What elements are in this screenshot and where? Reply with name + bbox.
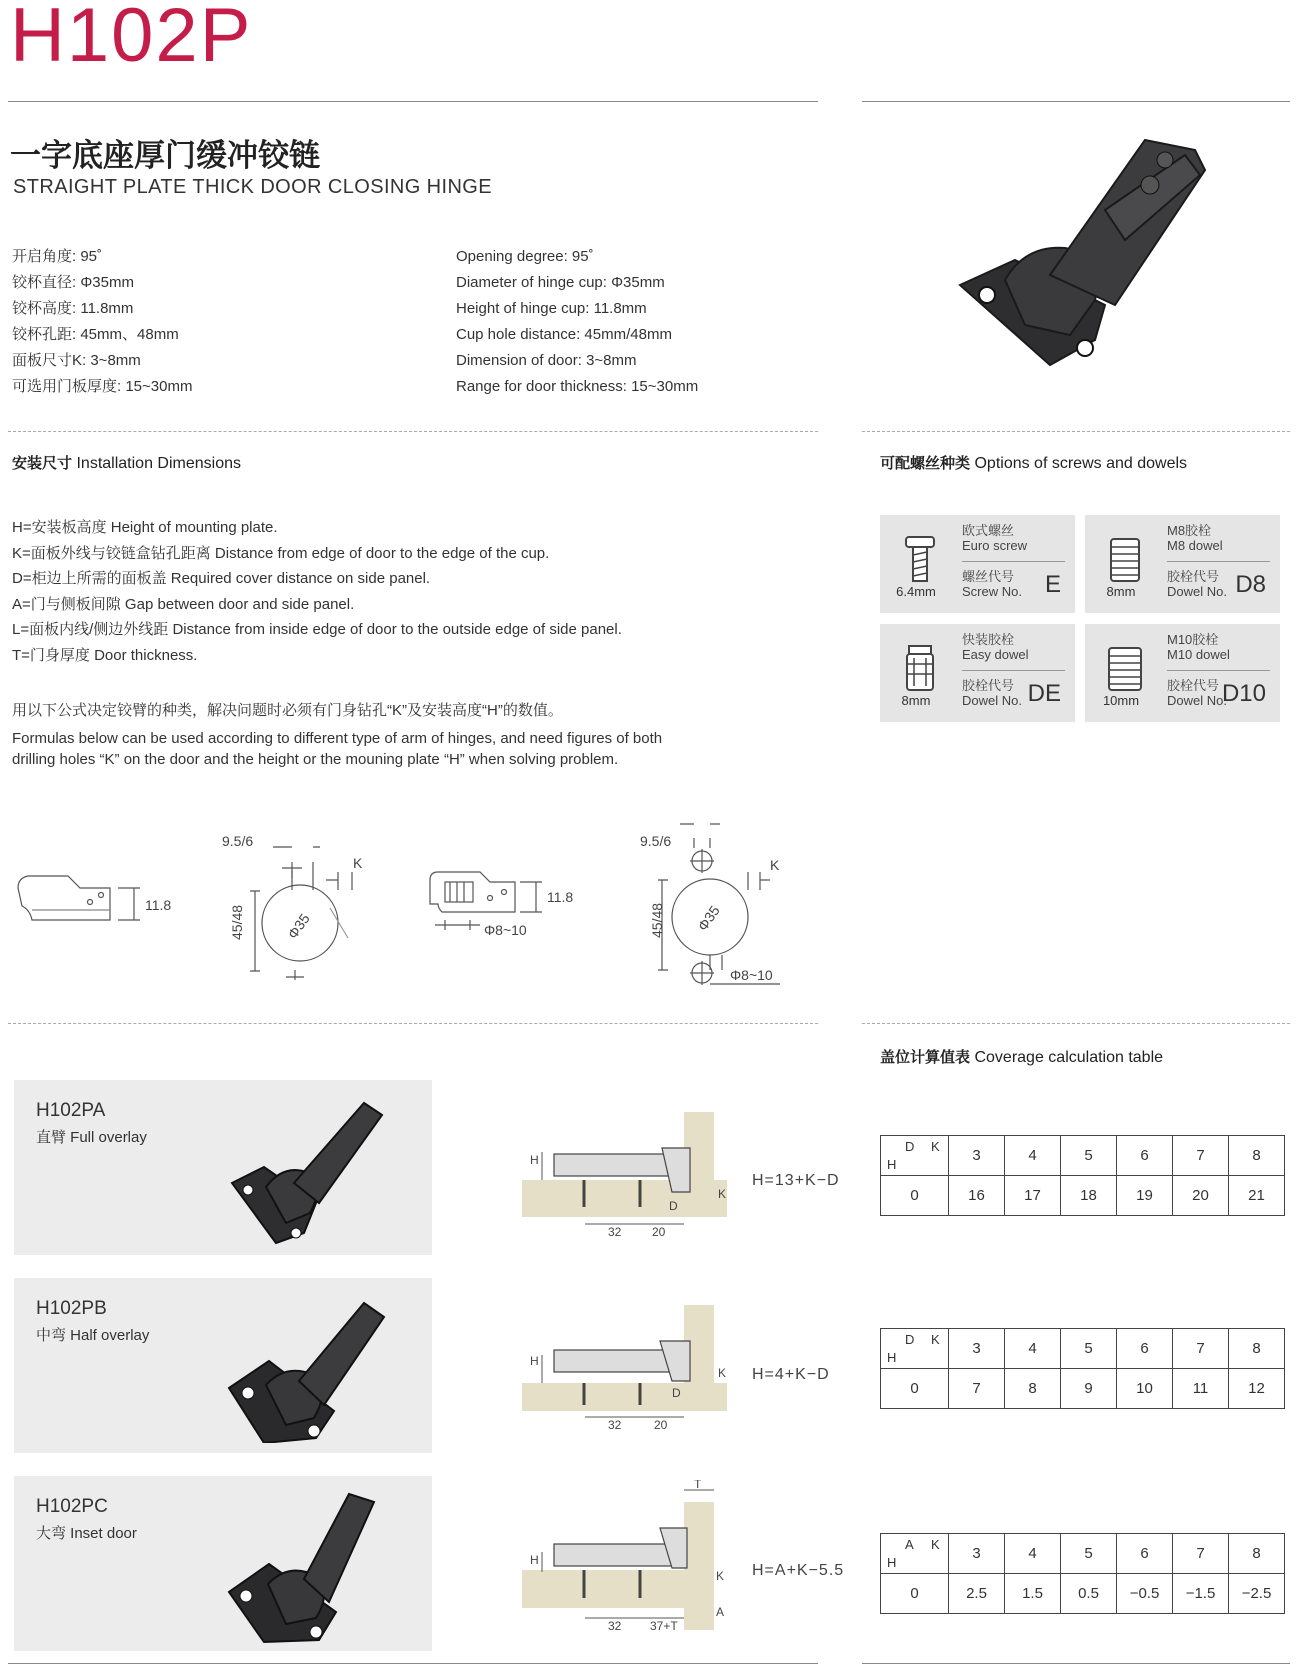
definition: D=柜边上所需的面板盖 Required cover distance on side panel. xyxy=(12,570,431,587)
note-en-line: Formulas below can be used according to different type of arm of hinges, and need figures of both xyxy=(12,730,663,747)
variant-code: H102PB xyxy=(36,1298,107,1319)
table-cell: 5 xyxy=(1061,1534,1117,1574)
note-cn: 用以下公式决定铰臂的种类，解决问题时必须有门身钻孔“K”及安装高度“H”的数值。 xyxy=(12,702,563,719)
easy-dowel-icon xyxy=(900,644,940,694)
k-label: K xyxy=(770,857,780,873)
table-cell: 8 xyxy=(1005,1369,1061,1409)
variant-name: 中弯 Half overlay xyxy=(36,1327,150,1344)
coverage-table-c xyxy=(880,1533,1285,1614)
screw-code: D10 xyxy=(1221,680,1266,707)
variant-name: 大弯 Inset door xyxy=(36,1525,137,1542)
spec-line: Range for door thickness: 15~30mm xyxy=(456,378,699,395)
table-cell: 8 xyxy=(1229,1136,1285,1176)
dim-t: T xyxy=(694,1480,702,1491)
table-cell: 18 xyxy=(1061,1176,1117,1216)
screw-size: 8mm xyxy=(901,693,931,708)
spec-line: Cup hole distance: 45mm/48mm xyxy=(456,326,672,343)
heading-en: Installation Dimensions xyxy=(76,455,241,472)
table-cell: 0 xyxy=(881,1369,949,1409)
table-cell: 7 xyxy=(1173,1329,1229,1369)
table-cell: 3 xyxy=(949,1136,1005,1176)
screw-code-label: 胶栓代号 Dowel No. xyxy=(1167,569,1227,599)
definition: A=门与侧板间隙 Gap between door and side panel. xyxy=(12,595,355,613)
dim-k: K xyxy=(718,1187,727,1201)
dim-w1: 32 xyxy=(608,1619,622,1630)
table-cell: 0 xyxy=(881,1574,949,1614)
divider xyxy=(8,1663,818,1664)
table-cell: 8 xyxy=(1229,1329,1285,1369)
heading-cn: 盖位计算值表 xyxy=(880,1048,971,1066)
dashed-divider xyxy=(8,431,818,432)
dashed-divider xyxy=(8,1023,818,1024)
spec-line: 铰杯高度: 11.8mm xyxy=(12,300,134,317)
offset-label: 9.5/6 xyxy=(640,833,672,849)
table-cell: 8 xyxy=(1229,1534,1285,1574)
definition: T=门身厚度 Door thickness. xyxy=(12,646,198,664)
spec-line: 可选用门板厚度: 15~30mm xyxy=(12,378,193,395)
screw-code-label: 螺丝代号 Screw No. xyxy=(962,569,1022,599)
divider xyxy=(862,101,1290,102)
coverage-table-a xyxy=(880,1135,1285,1216)
divider xyxy=(962,670,1065,671)
note-en xyxy=(12,728,662,770)
dim-w2: 20 xyxy=(654,1418,668,1430)
screw-option-euro xyxy=(880,515,1075,613)
spec-line: Diameter of hinge cup: Φ35mm xyxy=(456,274,665,291)
dim-d: D xyxy=(672,1386,681,1400)
screw-code: E xyxy=(1044,571,1061,598)
dim-k: K xyxy=(716,1569,725,1583)
variant-b-drawing xyxy=(522,1305,732,1430)
screw-size: 8mm xyxy=(1106,584,1136,599)
specs-en xyxy=(456,244,698,400)
installation-heading xyxy=(12,452,241,473)
variant-formula: H=A+K−5.5 xyxy=(752,1562,845,1579)
table-cell: 4 xyxy=(1005,1329,1061,1369)
hinge-variant-image xyxy=(224,1484,394,1644)
table-corner: A K H xyxy=(881,1534,949,1574)
variant-c-drawing xyxy=(522,1480,732,1630)
screw-name: M8胶栓 M8 dowel xyxy=(1167,523,1223,553)
dashed-divider xyxy=(862,1023,1290,1024)
dim-h: H xyxy=(530,1354,539,1368)
screw-name: 快装胶栓 Easy dowel xyxy=(962,632,1029,662)
hinge-variant-image xyxy=(224,1293,394,1443)
dowel-size-label: Φ8~10 xyxy=(730,967,773,983)
table-cell: 20 xyxy=(1173,1176,1229,1216)
table-cell: 6 xyxy=(1117,1329,1173,1369)
screw-code: D8 xyxy=(1235,571,1266,598)
dim-d: D xyxy=(669,1199,678,1213)
table-corner: D K H xyxy=(881,1136,949,1176)
table-cell: −0.5 xyxy=(1117,1574,1173,1614)
dim-h: H xyxy=(530,1553,539,1567)
screw-name: 欧式螺丝 Euro screw xyxy=(962,523,1028,553)
table-cell: 9 xyxy=(1061,1369,1117,1409)
screw-code-label: 胶栓代号 Dowel No. xyxy=(1167,678,1227,708)
screw-option-m8 xyxy=(1085,515,1280,613)
dim-w1: 32 xyxy=(608,1418,622,1430)
definitions-list xyxy=(12,515,622,668)
table-cell: −2.5 xyxy=(1229,1574,1285,1614)
model-title: H102P xyxy=(10,0,253,78)
heading-cn: 可配螺丝种类 xyxy=(880,454,971,472)
screw-option-easy xyxy=(880,624,1075,722)
variant-name: 直臂 Full overlay xyxy=(36,1129,147,1146)
dowel-size-label: Φ8~10 xyxy=(484,922,527,938)
variant-formula: H=13+K−D xyxy=(752,1172,840,1189)
table-cell: 0 xyxy=(881,1176,949,1216)
divider xyxy=(962,561,1065,562)
table-cell: 3 xyxy=(949,1329,1005,1369)
specs-cn xyxy=(12,244,192,400)
note-en-line: drilling holes “K” on the door and the height or the mouning plate “H” when solving problem. xyxy=(12,751,619,768)
plate-height-label: 11.8 xyxy=(547,889,574,905)
table-cell: 19 xyxy=(1117,1176,1173,1216)
coverage-table-b xyxy=(880,1328,1285,1409)
variant-panel-a xyxy=(14,1080,432,1255)
screw-code-label: 胶栓代号 Dowel No. xyxy=(962,678,1022,708)
variant-panel-c xyxy=(14,1476,432,1651)
definition: K=面板外线与铰链盒钻孔距离 Distance from edge of door to the edge of the cup. xyxy=(12,544,550,562)
screw-code: DE xyxy=(1027,680,1061,707)
divider xyxy=(1167,561,1270,562)
dim-w2: 37+T xyxy=(650,1619,678,1630)
table-cell: 3 xyxy=(949,1534,1005,1574)
table-cell: −1.5 xyxy=(1173,1574,1229,1614)
dim-h: H xyxy=(530,1153,539,1167)
dowel-icon xyxy=(1105,535,1145,585)
divider xyxy=(1167,670,1270,671)
dim-w2: 20 xyxy=(652,1225,666,1237)
table-cell: 0.5 xyxy=(1061,1574,1117,1614)
divider xyxy=(8,101,818,102)
dashed-divider xyxy=(862,431,1290,432)
table-cell: 6 xyxy=(1117,1136,1173,1176)
product-title-cn: 一字底座厚门缓冲铰链 xyxy=(10,138,320,174)
hinge-variant-image xyxy=(224,1095,394,1245)
variant-panel-b xyxy=(14,1278,432,1453)
table-cell: 6 xyxy=(1117,1534,1173,1574)
installation-drawings xyxy=(10,820,810,990)
screw-option-m10 xyxy=(1085,624,1280,722)
table-cell: 17 xyxy=(1005,1176,1061,1216)
variant-code: H102PC xyxy=(36,1496,108,1517)
spacing-label: 45/48 xyxy=(229,904,245,940)
table-cell: 5 xyxy=(1061,1329,1117,1369)
table-corner: D K H xyxy=(881,1329,949,1369)
hinge-product-image xyxy=(955,130,1225,375)
variant-formula: H=4+K−D xyxy=(752,1366,830,1383)
definition: L=面板内线/侧边外线距 Distance from inside edge of door to the outside edge of side panel. xyxy=(12,621,622,638)
table-cell: 12 xyxy=(1229,1369,1285,1409)
spec-line: Opening degree: 95˚ xyxy=(456,248,594,265)
variant-code: H102PA xyxy=(36,1100,106,1121)
spec-line: 开启角度: 95˚ xyxy=(12,248,103,265)
spec-line: 面板尺寸K: 3~8mm xyxy=(12,352,141,369)
heading-en: Coverage calculation table xyxy=(974,1049,1164,1066)
product-title-en: STRAIGHT PLATE THICK DOOR CLOSING HINGE xyxy=(13,176,493,198)
k-label: K xyxy=(353,855,363,871)
divider xyxy=(862,1663,1290,1664)
offset-label: 9.5/6 xyxy=(222,833,254,849)
heading-en: Options of screws and dowels xyxy=(974,455,1188,472)
dim-w1: 32 xyxy=(608,1225,622,1237)
variant-a-drawing xyxy=(522,1112,732,1237)
table-cell: 5 xyxy=(1061,1136,1117,1176)
table-cell: 2.5 xyxy=(949,1574,1005,1614)
table-cell: 7 xyxy=(1173,1136,1229,1176)
dim-a: A xyxy=(716,1605,725,1619)
table-cell: 4 xyxy=(1005,1534,1061,1574)
cup-diameter-label: Φ35 xyxy=(284,910,313,942)
spec-line: Height of hinge cup: 11.8mm xyxy=(456,300,647,317)
spacing-label: 45/48 xyxy=(649,902,665,938)
plate-height-label: 11.8 xyxy=(145,897,172,913)
table-cell: 10 xyxy=(1117,1369,1173,1409)
table-cell: 7 xyxy=(1173,1534,1229,1574)
definition: H=安装板高度 Height of mounting plate. xyxy=(12,519,278,536)
coverage-heading xyxy=(880,1046,1163,1067)
screw-size: 10mm xyxy=(1102,693,1140,708)
table-cell: 7 xyxy=(949,1369,1005,1409)
table-cell: 16 xyxy=(949,1176,1005,1216)
euro-screw-icon xyxy=(900,535,940,585)
screw-name: M10胶栓 M10 dowel xyxy=(1167,632,1230,662)
cup-diameter-label: Φ35 xyxy=(694,902,723,934)
table-cell: 11 xyxy=(1173,1369,1229,1409)
heading-cn: 安装尺寸 xyxy=(12,454,73,472)
spec-line: 铰杯孔距: 45mm、48mm xyxy=(12,326,179,343)
table-cell: 1.5 xyxy=(1005,1574,1061,1614)
table-cell: 21 xyxy=(1229,1176,1285,1216)
dowel-icon xyxy=(1105,644,1145,694)
spec-line: 铰杯直径: Φ35mm xyxy=(12,274,134,291)
screws-heading xyxy=(880,452,1187,473)
dim-k: K xyxy=(718,1366,727,1380)
screw-size: 6.4mm xyxy=(896,584,936,599)
spec-line: Dimension of door: 3~8mm xyxy=(456,352,637,369)
table-cell: 4 xyxy=(1005,1136,1061,1176)
